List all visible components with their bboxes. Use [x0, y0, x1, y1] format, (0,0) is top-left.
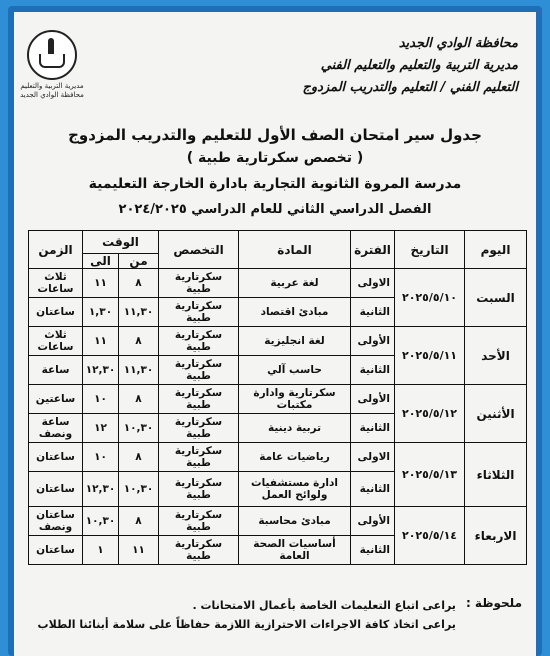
- header-directorate: مديرية التربية والتعليم والتعليم الفني: [320, 58, 518, 73]
- specialization-title: ( تخصص سكرتارية طبية ): [186, 150, 364, 166]
- period-cell: الثانية: [351, 536, 395, 565]
- specialization-cell: سكرتارية طبية: [159, 472, 239, 507]
- header-date: التاريخ: [395, 231, 465, 269]
- to-cell: ١٢: [83, 414, 119, 443]
- exam-schedule-table: [28, 230, 527, 565]
- to-cell: ١٠: [83, 385, 119, 414]
- day-cell: السبت: [465, 269, 527, 327]
- header-specialization: التخصص: [159, 231, 239, 269]
- date-cell: ٢٠٢٥/٥/١٢: [395, 385, 465, 443]
- from-cell: ٨: [119, 507, 159, 536]
- duration-cell: ساعتان: [29, 472, 83, 507]
- document-title: جدول سير امتحان الصف الأول للتعليم والتدريب المزدوج: [68, 126, 482, 144]
- specialization-cell: سكرتارية طبية: [159, 269, 239, 298]
- date-cell: ٢٠٢٥/٥/١٤: [395, 507, 465, 565]
- header-to: الى: [83, 254, 119, 269]
- duration-cell: ثلاث ساعات: [29, 327, 83, 356]
- day-cell: الاربعاء: [465, 507, 527, 565]
- header-department: التعليم الفني / التعليم والتدريب المزدوج: [302, 80, 518, 95]
- day-cell: الأثنين: [465, 385, 527, 443]
- subject-cell: مبادئ محاسبة: [239, 507, 351, 536]
- notes-label: ملحوظة :: [465, 596, 522, 610]
- date-cell: ٢٠٢٥/٥/١١: [395, 327, 465, 385]
- period-cell: الاولى: [351, 443, 395, 472]
- duration-cell: ساعتان ونصف: [29, 507, 83, 536]
- to-cell: ١: [83, 536, 119, 565]
- header-governorate: محافظة الوادي الجديد: [398, 36, 518, 51]
- period-cell: الأولى: [351, 385, 395, 414]
- document-page: [14, 12, 536, 656]
- ministry-logo: [18, 30, 86, 108]
- from-cell: ١١,٣٠: [119, 298, 159, 327]
- header-period: الفترة: [351, 231, 395, 269]
- from-cell: ١١: [119, 536, 159, 565]
- specialization-cell: سكرتارية طبية: [159, 327, 239, 356]
- subject-cell: رياضيات عامة: [239, 443, 351, 472]
- to-cell: ١٠,٣٠: [83, 507, 119, 536]
- period-cell: الاولى: [351, 269, 395, 298]
- note-item: يراعى اتخاذ كافة الاجراءات الاحترازية اللازمة حفاظاً على سلامة أبنائنا الطلاب: [37, 618, 456, 631]
- duration-cell: ساعتان: [29, 298, 83, 327]
- from-cell: ١١,٣٠: [119, 356, 159, 385]
- period-cell: الثانية: [351, 356, 395, 385]
- period-cell: الثانية: [351, 472, 395, 507]
- subject-cell: تربية دينية: [239, 414, 351, 443]
- date-cell: ٢٠٢٥/٥/١٣: [395, 443, 465, 507]
- school-name: مدرسة المروة الثانوية التجارية بادارة الخارجة التعليمية: [88, 176, 462, 192]
- from-cell: ٨: [119, 385, 159, 414]
- specialization-cell: سكرتارية طبية: [159, 536, 239, 565]
- duration-cell: ساعتين: [29, 385, 83, 414]
- duration-cell: ثلاث ساعات: [29, 269, 83, 298]
- period-cell: الأولى: [351, 507, 395, 536]
- header-subject: المادة: [239, 231, 351, 269]
- header-from: من: [119, 254, 159, 269]
- from-cell: ٨: [119, 327, 159, 356]
- day-cell: الثلاثاء: [465, 443, 527, 507]
- subject-cell: أساسيات الصحة العامة: [239, 536, 351, 565]
- duration-cell: ساعة: [29, 356, 83, 385]
- specialization-cell: سكرتارية طبية: [159, 414, 239, 443]
- day-cell: الأحد: [465, 327, 527, 385]
- header-day: اليوم: [465, 231, 527, 269]
- from-cell: ١٠,٣٠: [119, 472, 159, 507]
- subject-cell: ادارة مستشفيات ولوائح العمل: [239, 472, 351, 507]
- from-cell: ٨: [119, 269, 159, 298]
- specialization-cell: سكرتارية طبية: [159, 385, 239, 414]
- to-cell: ١,٣٠: [83, 298, 119, 327]
- header-time: الوقت: [83, 231, 159, 254]
- header-duration: الزمن: [29, 231, 83, 269]
- duration-cell: ساعتان: [29, 536, 83, 565]
- specialization-cell: سكرتارية طبية: [159, 507, 239, 536]
- subject-cell: لغة عربية: [239, 269, 351, 298]
- from-cell: ١٠,٣٠: [119, 414, 159, 443]
- to-cell: ١١: [83, 327, 119, 356]
- duration-cell: ساعة ونصف: [29, 414, 83, 443]
- period-cell: الأولى: [351, 327, 395, 356]
- to-cell: ١٢,٣٠: [83, 472, 119, 507]
- logo-text: مديرية التربية والتعليم محافظة الوادي الجديد: [20, 82, 84, 99]
- subject-cell: سكرتارية وادارة مكتبات: [239, 385, 351, 414]
- duration-cell: ساعتان: [29, 443, 83, 472]
- subject-cell: لغة انجليزية: [239, 327, 351, 356]
- specialization-cell: سكرتارية طبية: [159, 356, 239, 385]
- period-cell: الثانية: [351, 298, 395, 327]
- emblem-icon: [27, 30, 77, 80]
- to-cell: ١١: [83, 269, 119, 298]
- specialization-cell: سكرتارية طبية: [159, 298, 239, 327]
- note-item: يراعى اتباع التعليمات الخاصة بأعمال الامتحانات .: [192, 599, 456, 612]
- period-cell: الثانية: [351, 414, 395, 443]
- to-cell: ١٠: [83, 443, 119, 472]
- notes-section: [28, 596, 522, 634]
- subject-cell: حاسب آلي: [239, 356, 351, 385]
- to-cell: ١٢,٣٠: [83, 356, 119, 385]
- specialization-cell: سكرتارية طبية: [159, 443, 239, 472]
- subject-cell: مبادئ اقتصاد: [239, 298, 351, 327]
- from-cell: ٨: [119, 443, 159, 472]
- date-cell: ٢٠٢٥/٥/١٠: [395, 269, 465, 327]
- term-info: الفصل الدراسي الثاني للعام الدراسي ٢٠٢٤/٢٠٢٥: [118, 202, 432, 217]
